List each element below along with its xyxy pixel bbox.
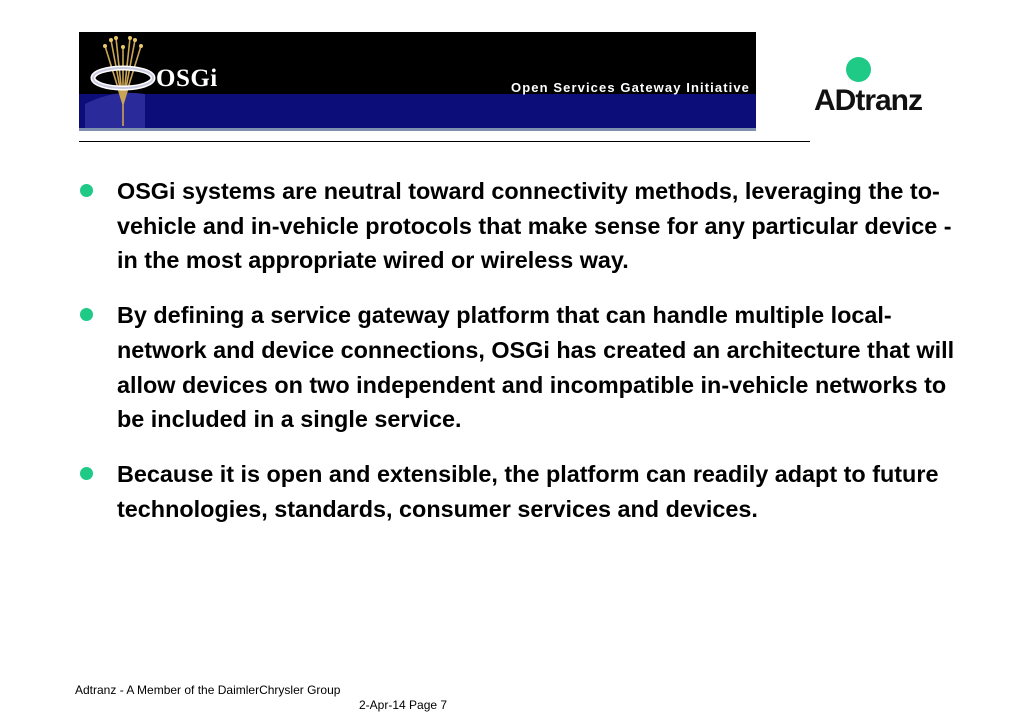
- bullet-list: [80, 174, 960, 546]
- osgi-banner: [79, 32, 756, 131]
- list-item: [80, 457, 960, 526]
- bullet-icon: [80, 308, 93, 321]
- bullet-icon: [80, 467, 93, 480]
- bullet-icon: [80, 184, 93, 197]
- banner-blue-band: [79, 94, 756, 128]
- banner-tagline: Open Services Gateway Initiative: [511, 80, 750, 95]
- footer-date-page: 2-Apr-14 Page 7: [359, 698, 448, 712]
- banner-strip: [79, 128, 756, 131]
- footer-company: Adtranz - A Member of the DaimlerChrysler Group: [75, 683, 341, 697]
- list-item: [80, 174, 960, 278]
- bullet-text: Because it is open and extensible, the platform can readily adapt to future technologies, standards, consumer services and devices.: [117, 460, 939, 522]
- list-item: [80, 298, 960, 437]
- header-divider: [79, 141, 810, 142]
- osgi-logo-text: OSGi: [156, 65, 218, 92]
- adtranz-dot-icon: [846, 57, 871, 82]
- bullet-text: OSGi systems are neutral toward connectivity methods, leveraging the to-vehicle and in-vehicle protocols that make sense for any particular device - in the most appropriate wired or wireless way.: [117, 178, 952, 274]
- bullet-text: By defining a service gateway platform that can handle multiple local-network and device connections, OSGi has created an architecture that will allow devices on two independent and incompatible in-vehicle networks to be included in a single service.: [117, 302, 955, 433]
- adtranz-logo-text: ADtranz: [814, 84, 923, 117]
- adtranz-logo: [814, 57, 944, 117]
